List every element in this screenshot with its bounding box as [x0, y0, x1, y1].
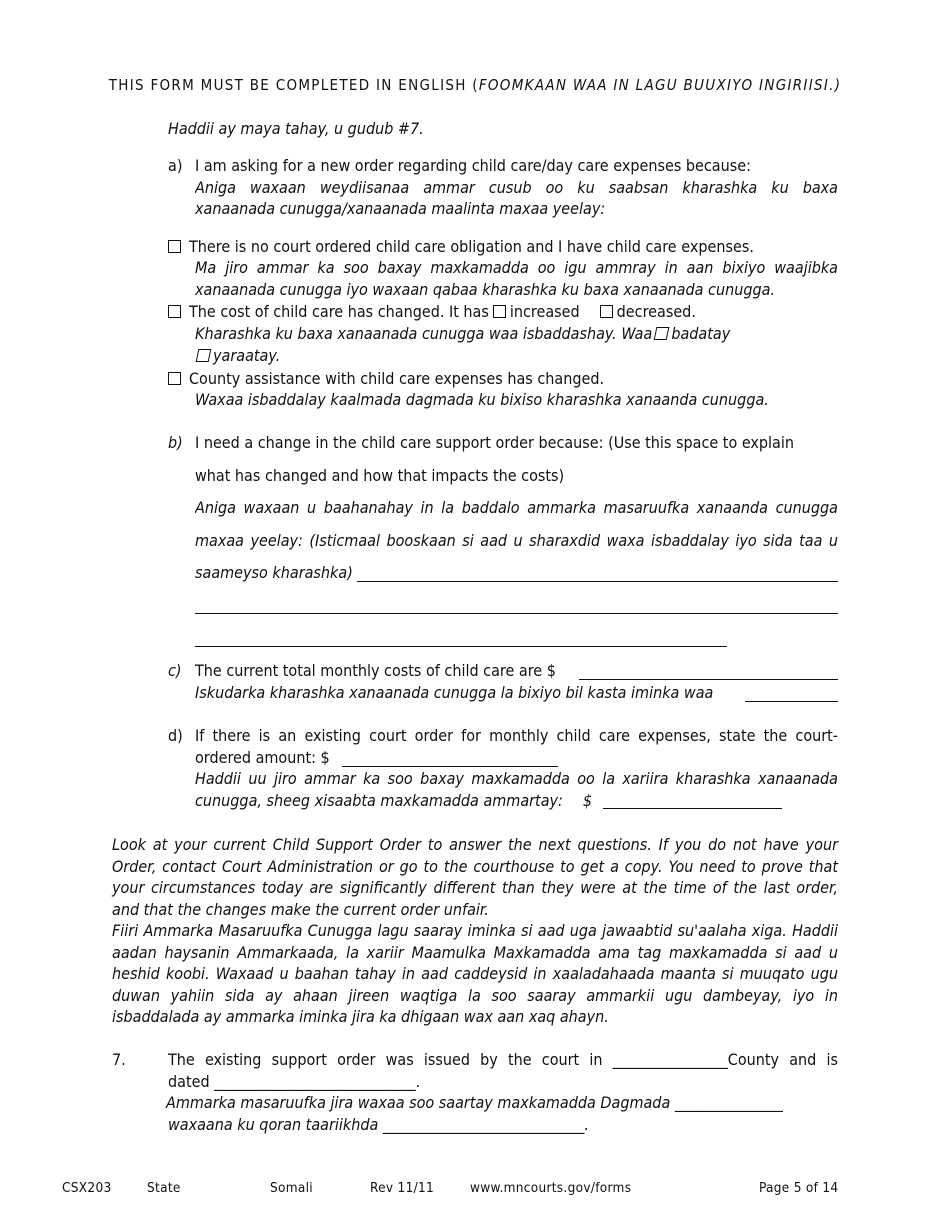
county-assistance-checkbox[interactable] [168, 372, 181, 385]
cost-changed-somali-line2 [195, 346, 280, 365]
footer-revision: Rev 11/11 [370, 1180, 435, 1196]
monthly-cost-field[interactable] [579, 679, 838, 680]
court-ordered-amount-somali-field[interactable] [603, 808, 782, 809]
section-b-somali-line3: saameyso kharashka) [195, 563, 353, 582]
no-order-checkbox[interactable] [168, 240, 181, 253]
decreased-label: decreased. [616, 302, 696, 321]
question-7-somali-line1[interactable]: Ammarka masaruufka jira waxaa soo saartay maxkamadda Dagmada _______________ [166, 1093, 783, 1112]
no-order-somali-line1: Ma jiro ammar ka soo baxay maxkamadda oo igu ammray in aan bixiyo waajibka [195, 258, 838, 277]
section-d-somali-text: cunugga, sheeg xisaabta maxkamadda ammartay: [195, 791, 563, 810]
option-county-assistance [168, 369, 604, 388]
footer-language: Somali [270, 1180, 313, 1196]
cost-changed-somali: Kharashka ku baxa xanaanada cunugga waa isbaddashay. Waa [195, 324, 653, 343]
badatay-label: badatay [671, 324, 731, 343]
cost-changed-checkbox[interactable] [168, 305, 181, 318]
section-a-somali-line2: xanaanada cunugga/xanaanada maalinta maxaa yeelay: [195, 199, 606, 218]
section-b-somali-line1: Aniga waxaan u baahanahay in la baddalo ammarka masaruufka xanaanda cunugga [195, 498, 838, 517]
option-no-order [168, 237, 754, 256]
question-7-english-line2[interactable]: dated ____________________________. [168, 1072, 421, 1091]
section-d-somali-line2 [195, 791, 592, 810]
badatay-checkbox[interactable] [654, 327, 670, 340]
form-language-header [0, 76, 950, 94]
increased-label: increased [509, 302, 580, 321]
footer-page-number: Page 5 of 14 [759, 1180, 839, 1196]
county-assistance-somali: Waxaa isbaddalay kaalmada dagmada ku bixiso kharashka xanaanda cunugga. [195, 390, 769, 409]
header-italic-text: FOOMKAAN WAA IN LAGU BUUXIYO INGIRIISI.) [478, 76, 842, 94]
intro-somali: Haddii ay maya tahay, u gudub #7. [168, 119, 424, 138]
section-b-somali-line2: maxaa yeelay: (Isticmaal booskaan si aad u sharaxdid waxa isbaddalay iyo sida taa u [195, 531, 838, 550]
no-order-english: There is no court ordered child care obligation and I have child care expenses. [189, 237, 754, 256]
explain-line-1[interactable] [357, 581, 838, 582]
explain-line-3[interactable] [195, 646, 727, 647]
increased-checkbox[interactable] [493, 305, 506, 318]
header-text: THIS FORM MUST BE COMPLETED IN ENGLISH ( [108, 76, 479, 94]
option-cost-changed [168, 302, 696, 321]
section-b-letter: b) [168, 433, 183, 452]
county-assistance-english: County assistance with child care expenses has changed. [189, 369, 605, 388]
footer-url[interactable]: www.mncourts.gov/forms [470, 1180, 632, 1196]
section-a-letter: a) [168, 156, 183, 175]
section-d-somali-line1: Haddii uu jiro ammar ka soo baxay maxkamadda oo la xariira kharashka xanaanada [195, 769, 838, 788]
monthly-cost-somali-field[interactable] [745, 701, 838, 702]
section-b-english-line1: I need a change in the child care support order because: (Use this space to explain [195, 433, 794, 452]
section-c-somali: Iskudarka kharashka xanaanada cunugga la bixiyo bil kasta iminka waa [195, 683, 714, 702]
section-c-letter: c) [168, 661, 182, 680]
court-ordered-amount-field[interactable] [342, 766, 558, 767]
instructions-somali: Fiiri Ammarka Masaruufka Cunugga lagu saaray iminka si aad uga jawaabtid su'aalaha xiga. Haddii aadan haysanin Ammarkaada, la xariir Maamulka Maxkamadda ama tag maxkamadda si aad u heshid koobi. Waxaad u baahan tahay in aad caddeysid in xaaladahaada maanta si muuqato ugu duwan yahiin sida ay ahaan jireen waqtiga la soo saaray ammarkii ugu dambeyay, iyo in isbaddalada ay ammarka iminka jira ka dhigaan wax aan xaq ahayn. [112, 921, 838, 1027]
question-7-number: 7. [112, 1050, 126, 1069]
section-a-somali-line1: Aniga waxaan weydiisanaa ammar cusub oo ku saabsan kharashka ku baxa [195, 178, 838, 197]
section-d-letter: d) [168, 726, 183, 745]
section-d-english-line2: ordered amount: $ [195, 748, 330, 767]
cost-changed-somali-line1 [195, 324, 730, 343]
section-c-english: The current total monthly costs of child care are $ [195, 661, 556, 680]
instructions-english: Look at your current Child Support Order to answer the next questions. If you do not have your Order, contact Court Administration or go to the courthouse to get a copy. You need to prove that your circumstances today are significantly different than they were at the time of the last order, and that the changes make the current order unfair. [112, 835, 838, 919]
yaraatay-checkbox[interactable] [196, 349, 212, 362]
cost-changed-english: The cost of child care has changed. It has [189, 302, 489, 321]
yaraatay-label: yaraatay. [213, 346, 281, 365]
no-order-somali-line2: xanaanada cunugga iyo waxaan qabaa kharashka ku baxa xanaanada cunugga. [195, 280, 775, 299]
footer-state: State [147, 1180, 181, 1196]
footer-form-code: CSX203 [62, 1180, 112, 1196]
explain-line-2[interactable] [195, 613, 838, 614]
decreased-checkbox[interactable] [600, 305, 613, 318]
section-a-english: I am asking for a new order regarding child care/day care expenses because: [195, 156, 751, 175]
question-7-english-line1[interactable]: The existing support order was issued by the court in ________________County and is [168, 1050, 838, 1069]
question-7-somali-line2[interactable]: waxaana ku qoran taariikhda ____________________________. [168, 1115, 589, 1134]
section-b-english-line2: what has changed and how that impacts the costs) [195, 466, 565, 485]
section-d-english-line1: If there is an existing court order for monthly child care expenses, state the court- [195, 726, 838, 745]
section-d-dollar: $ [582, 791, 593, 810]
